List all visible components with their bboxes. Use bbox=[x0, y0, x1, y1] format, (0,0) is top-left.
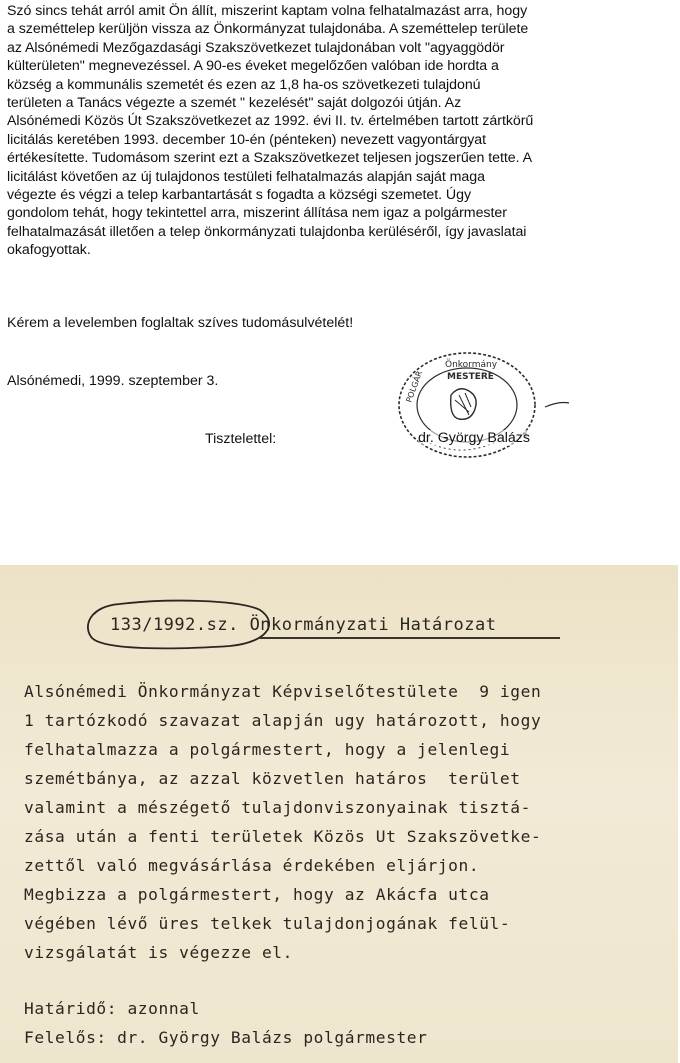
letter-line: felhatalmazását illetően a telep önkormányzati tulajdonba kerüléséről, így javaslatai bbox=[7, 223, 527, 240]
resolution-title: . Önkormányzati Határozat bbox=[228, 615, 497, 635]
deadline-line: Határidő: azonnal bbox=[24, 999, 200, 1018]
resolution-line: 1 tartózkodó szavazat alapján ugy határozott, hogy bbox=[24, 711, 542, 730]
letter-line: a szeméttelep kerüljön vissza az Önkormányzat tulajdonába. A szeméttelep területe bbox=[7, 21, 529, 38]
resolution-document bbox=[0, 565, 678, 1063]
official-stamp-icon bbox=[385, 345, 575, 470]
resolution-heading bbox=[110, 615, 496, 635]
resolution-line: zettől való megvásárlása érdekében eljárjon. bbox=[24, 856, 480, 875]
resolution-line: valamint a mészégető tulajdonviszonyainak tisztá- bbox=[24, 798, 531, 817]
request-sentence: Kérem a levelemben foglaltak szíves tudomásulvételét! bbox=[7, 315, 354, 331]
resolution-line: Megbizza a polgármestert, hogy az Akácfa utca bbox=[24, 885, 490, 904]
letter-line: területen a Tanács végezte a szemét " kezelését" saját dolgozói útján. Az bbox=[7, 95, 462, 112]
letter-body bbox=[7, 2, 667, 260]
letter-line: licitálást követően az új tulajdonos testületi felhatalmazás alapján saját maga bbox=[7, 168, 485, 185]
resolution-line: vizsgálatát is végezze el. bbox=[24, 943, 293, 962]
letter-line: okafogyottak. bbox=[7, 242, 91, 259]
svg-text:MESTERE: MESTERE bbox=[447, 372, 494, 382]
place-and-date: Alsónémedi, 1999. szeptember 3. bbox=[7, 373, 219, 389]
closing-greeting: Tisztelettel: bbox=[205, 431, 277, 447]
letter-line: Alsónémedi Közös Út Szakszövetkezet az 1992. évi II. tv. értelmében tartott zártkörű bbox=[7, 113, 534, 130]
letter-line: külterületen" megnevezéssel. A 90-es éveket megelőzően valóban ide hordta a bbox=[7, 58, 499, 75]
resolution-line: végében lévő üres telkek tulajdonjogának felül- bbox=[24, 914, 511, 933]
resolution-line: felhatalmazza a polgármestert, hogy a jelenlegi bbox=[24, 740, 511, 759]
signer-name: dr. György Balázs bbox=[418, 430, 530, 446]
letter-line: licitálás keretében 1993. december 10-én (pénteken) nevezett vagyontárgyat bbox=[7, 131, 486, 148]
letter-line: értékesítette. Tudomásom szerint ezt a Szakszövetkezet teljesen jogszerűen tette. A bbox=[7, 150, 532, 167]
letter-line: község a kommunális szemetét és ezen az 1,8 ha-os szövetkezeti tulajdonú bbox=[7, 76, 481, 93]
resolution-line: zása után a fenti területek Közös Ut Szakszövetke- bbox=[24, 827, 542, 846]
letter-line: gondolom tehát, hogy tekintettel arra, miszerint állítása nem igaz a polgármester bbox=[7, 205, 507, 222]
svg-text:POLGÁR: POLGÁR bbox=[404, 369, 425, 404]
letter-line: végezte és végzi a telep karbantartását s fogadta a községi szemetet. Úgy bbox=[7, 187, 472, 204]
resolution-line: szemétbánya, az azzal közvetlen határos terület bbox=[24, 769, 521, 788]
resolution-meta bbox=[24, 994, 427, 1052]
heading-underline bbox=[258, 637, 560, 639]
letter-line: az Alsónémedi Mezőgazdasági Szakszövetkezet tulajdonában volt "agyaggödör bbox=[7, 39, 505, 56]
resolution-body bbox=[24, 677, 541, 967]
resolution-line: Alsónémedi Önkormányzat Képviselőtestülete 9 igen bbox=[24, 682, 542, 701]
svg-text:Önkormány: Önkormány bbox=[445, 360, 498, 370]
letter-line: Szó sincs tehát arról amit Ön állít, miszerint kaptam volna felhatalmazást arra, hogy bbox=[7, 3, 528, 19]
responsible-line: Felelős: dr. György Balázs polgármester bbox=[24, 1028, 428, 1047]
resolution-number: 133/1992.sz bbox=[110, 615, 229, 635]
